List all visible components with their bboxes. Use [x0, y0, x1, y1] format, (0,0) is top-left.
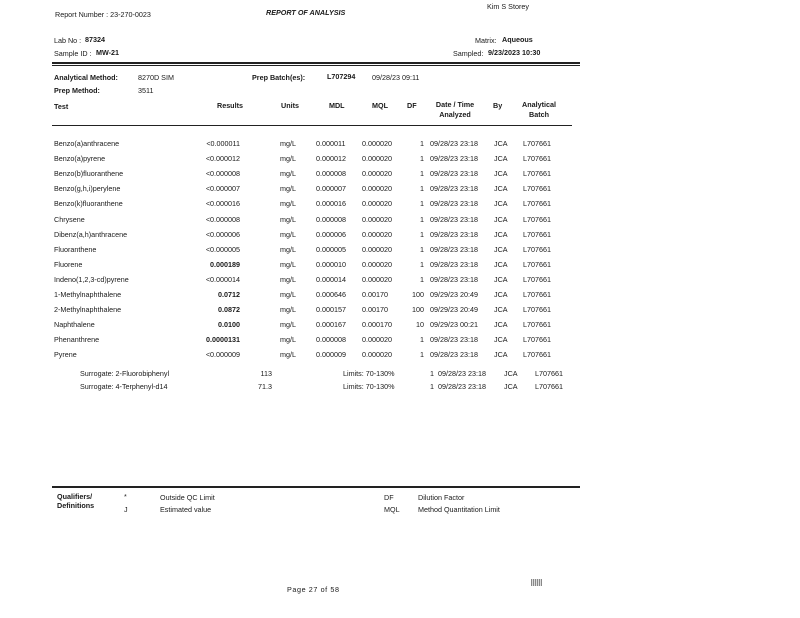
units: mg/L — [280, 139, 296, 148]
dilution-factor: 1 — [420, 229, 424, 239]
units: mg/L — [280, 350, 296, 360]
mdl-value: 0.000008 — [316, 335, 346, 345]
result-value: <0.000005 — [205, 244, 240, 254]
table-row — [0, 184, 800, 199]
prep-batch-date: 09/28/23 09:11 — [372, 73, 420, 82]
analyzed-date: 09/28/23 23:18 — [430, 169, 478, 179]
test-name: Indeno(1,2,3-cd)pyrene — [54, 274, 129, 284]
mdl-value: 0.000016 — [316, 199, 346, 209]
analyst: JCA — [494, 259, 508, 269]
mql-value: 0.000020 — [362, 154, 392, 164]
dilution-factor: 1 — [420, 259, 424, 269]
test-name: Benzo(a)anthracene — [54, 139, 120, 148]
surrogate-recovery: 113 — [260, 369, 272, 378]
test-name: Benzo(g,h,i)perylene — [54, 184, 121, 194]
mdl-value: 0.000009 — [316, 350, 346, 360]
mql-value: 0.000020 — [362, 244, 392, 254]
analytical-batch: L707661 — [523, 320, 551, 330]
analytical-batch: L707661 — [523, 259, 551, 269]
analytical-batch: L707661 — [523, 229, 551, 239]
analyzed-date: 09/28/23 23:18 — [438, 369, 486, 378]
analytical-batch: L707661 — [535, 382, 563, 391]
qualifiers-heading-line2: Definitions — [57, 501, 95, 510]
units: mg/L — [280, 335, 296, 345]
mql-abbreviation: MQL — [384, 505, 400, 514]
test-name: Benzo(b)fluoranthene — [54, 169, 124, 179]
analytical-batch: L707661 — [535, 369, 563, 378]
analyzed-date: 09/29/23 20:49 — [430, 305, 478, 315]
dilution-factor: 1 — [420, 244, 424, 254]
test-name: Naphthalene — [54, 320, 95, 330]
report-title: REPORT OF ANALYSIS — [266, 8, 346, 17]
mdl-value: 0.000012 — [316, 154, 346, 164]
mdl-value: 0.000005 — [316, 244, 346, 254]
units: mg/L — [280, 305, 296, 315]
mql-value: 0.000020 — [362, 169, 392, 179]
table-header-divider — [52, 125, 572, 126]
test-name: 1-Methylnaphthalene — [54, 290, 122, 299]
units: mg/L — [280, 259, 296, 269]
analyst: JCA — [504, 369, 518, 378]
test-name: Fluorene — [54, 259, 83, 269]
result-value: <0.000012 — [205, 154, 240, 164]
dilution-factor: 100 — [412, 290, 424, 299]
analyst: JCA — [494, 154, 508, 164]
test-name: Benzo(k)fluoranthene — [54, 199, 123, 209]
mql-value: 0.000020 — [362, 199, 392, 209]
analyst: JCA — [494, 244, 508, 254]
matrix-value: Aqueous — [502, 35, 533, 44]
analyst: JCA — [494, 199, 508, 209]
analyzed-date: 09/28/23 23:18 — [430, 214, 478, 224]
mql-value: 0.000020 — [362, 274, 392, 284]
units: mg/L — [280, 320, 296, 330]
table-row — [0, 320, 800, 335]
result-value: <0.000009 — [205, 350, 240, 360]
mql-value: 0.000020 — [362, 139, 392, 148]
mdl-value: 0.000646 — [316, 290, 346, 299]
analytical-method-value: 8270D SIM — [138, 73, 174, 82]
surrogate-name: Surrogate: 2-Fluorobiphenyl — [80, 369, 170, 378]
col-units: Units — [281, 101, 299, 110]
result-value: <0.000014 — [205, 274, 240, 284]
prep-method-label: Prep Method: — [54, 86, 100, 95]
test-name: Dibenz(a,h)anthracene — [54, 229, 128, 239]
table-row — [0, 335, 800, 350]
test-name: Phenanthrene — [54, 335, 100, 345]
analyzed-date: 09/29/23 00:21 — [430, 320, 478, 330]
analyzed-date: 09/28/23 23:18 — [430, 184, 478, 194]
units: mg/L — [280, 244, 296, 254]
col-df: DF — [407, 101, 417, 110]
analytical-batch: L707661 — [523, 184, 551, 194]
analyst: JCA — [494, 169, 508, 179]
analyst: JCA — [494, 184, 508, 194]
analyst: JCA — [494, 320, 508, 330]
surrogate-limits: Limits: 70-130% — [343, 382, 395, 391]
dilution-factor: 10 — [416, 320, 424, 330]
dilution-factor: 1 — [420, 350, 424, 360]
result-value: 0.0712 — [218, 290, 240, 299]
units: mg/L — [280, 199, 296, 209]
analytical-batch: L707661 — [523, 199, 551, 209]
table-row — [0, 260, 800, 275]
col-batch-line1: Analytical — [522, 100, 556, 109]
analyst: JCA — [494, 350, 508, 360]
analyst: JCA — [494, 229, 508, 239]
df-abbreviation: DF — [384, 493, 394, 502]
units: mg/L — [280, 229, 296, 239]
result-value: 0.0872 — [218, 305, 240, 315]
header-divider — [52, 62, 580, 64]
report-number: Report Number : 23-270-0023 — [55, 10, 151, 19]
header-divider-thin — [52, 65, 580, 66]
analyzed-date: 09/28/23 23:18 — [430, 199, 478, 209]
mql-definition: Method Quantitation Limit — [418, 505, 500, 514]
result-value: 0.0100 — [218, 320, 240, 330]
result-value: <0.000011 — [206, 139, 240, 148]
page-number: Page 27 of 58 — [287, 585, 340, 594]
dilution-factor: 1 — [420, 199, 424, 209]
analyzed-date: 09/28/23 23:18 — [438, 382, 486, 391]
mql-value: 0.000020 — [362, 259, 392, 269]
dilution-factor: 1 — [420, 139, 424, 148]
analytical-batch: L707661 — [523, 244, 551, 254]
units: mg/L — [280, 274, 296, 284]
sample-id-value: MW-21 — [96, 48, 120, 57]
analytical-batch: L707661 — [523, 139, 551, 148]
mql-value: 0.00170 — [362, 290, 388, 299]
dilution-factor: 1 — [430, 369, 434, 378]
mdl-value: 0.000011 — [316, 139, 346, 148]
mql-value: 0.000020 — [362, 184, 392, 194]
table-row — [0, 154, 800, 169]
col-date-line1: Date / Time — [435, 100, 475, 109]
analyzed-date: 09/29/23 20:49 — [430, 290, 478, 299]
analyzed-date: 09/28/23 23:18 — [430, 350, 478, 360]
table-row — [0, 290, 800, 305]
mql-value: 0.000020 — [362, 350, 392, 360]
analytical-method-label: Analytical Method: — [54, 73, 118, 82]
sample-id-label: Sample ID : — [54, 49, 92, 58]
result-value: 0.0000131 — [206, 335, 240, 345]
mql-value: 0.000170 — [362, 320, 392, 330]
footer-divider — [52, 486, 580, 488]
dilution-factor: 1 — [430, 382, 434, 391]
result-value: <0.000008 — [205, 169, 240, 179]
analyst: JCA — [504, 382, 518, 391]
sampled-value: 9/23/2023 10:30 — [488, 48, 541, 57]
units: mg/L — [280, 290, 296, 299]
prep-method-value: 3511 — [138, 86, 154, 95]
table-row — [0, 199, 800, 214]
analytical-batch: L707661 — [523, 290, 551, 299]
col-results: Results — [217, 101, 243, 110]
table-row — [0, 245, 800, 260]
analyst: JCA — [494, 305, 508, 315]
mql-value: 0.000020 — [362, 229, 392, 239]
table-row — [0, 275, 800, 290]
col-test: Test — [54, 102, 69, 111]
sampled-label: Sampled: — [453, 49, 484, 58]
prep-batch-label: Prep Batch(es): — [252, 73, 306, 82]
result-value: <0.000006 — [205, 229, 240, 239]
mdl-value: 0.000157 — [316, 305, 346, 315]
mql-value: 0.000020 — [362, 214, 392, 224]
signature-name: Kim S Storey — [487, 2, 529, 11]
analytical-batch: L707661 — [523, 169, 551, 179]
mdl-value: 0.000014 — [316, 274, 346, 284]
test-name: Benzo(a)pyrene — [54, 154, 106, 164]
analyzed-date: 09/28/23 23:18 — [430, 244, 478, 254]
analytical-batch: L707661 — [523, 335, 551, 345]
units: mg/L — [280, 154, 296, 164]
analyzed-date: 09/28/23 23:18 — [430, 335, 478, 345]
dilution-factor: 1 — [420, 154, 424, 164]
table-row — [0, 305, 800, 320]
qualifier-symbol-outside: * — [124, 492, 127, 501]
analyst: JCA — [494, 214, 508, 224]
table-row — [0, 139, 800, 154]
lab-no-value: 87324 — [85, 35, 105, 44]
surrogate-row — [0, 382, 800, 397]
analytical-batch: L707661 — [523, 214, 551, 224]
df-definition: Dilution Factor — [418, 493, 465, 502]
surrogate-limits: Limits: 70-130% — [343, 369, 395, 378]
mql-value: 0.00170 — [362, 305, 388, 315]
units: mg/L — [280, 169, 296, 179]
result-value: 0.000189 — [210, 259, 240, 269]
dilution-factor: 1 — [420, 214, 424, 224]
analyst: JCA — [494, 290, 508, 299]
surrogate-name: Surrogate: 4-Terphenyl-d14 — [80, 382, 168, 391]
mdl-value: 0.000167 — [316, 320, 346, 330]
analyst: JCA — [494, 335, 508, 345]
analytical-batch: L707661 — [523, 305, 551, 315]
analyzed-date: 09/28/23 23:18 — [430, 274, 478, 284]
analytical-batch: L707661 — [523, 274, 551, 284]
dilution-factor: 1 — [420, 335, 424, 345]
matrix-label: Matrix: — [475, 36, 497, 45]
scan-artifact — [531, 579, 542, 586]
table-row — [0, 230, 800, 245]
analytical-batch: L707661 — [523, 154, 551, 164]
table-row — [0, 215, 800, 230]
dilution-factor: 1 — [420, 184, 424, 194]
table-row — [0, 350, 800, 365]
mql-value: 0.000020 — [362, 335, 392, 345]
mdl-value: 0.000006 — [316, 229, 346, 239]
dilution-factor: 1 — [420, 274, 424, 284]
analyst: JCA — [494, 139, 508, 148]
qualifier-symbol-estimated: J — [124, 505, 128, 514]
qualifiers-heading-line1: Qualifiers/ — [57, 492, 93, 501]
test-name: Chrysene — [54, 214, 85, 224]
analyzed-date: 09/28/23 23:18 — [430, 154, 478, 164]
lab-no-label: Lab No : — [54, 36, 82, 45]
analyst: JCA — [494, 274, 508, 284]
test-name: Fluoranthene — [54, 244, 97, 254]
mdl-value: 0.000008 — [316, 169, 346, 179]
result-value: <0.000016 — [205, 199, 240, 209]
result-value: <0.000007 — [205, 184, 240, 194]
col-mql: MQL — [372, 101, 388, 110]
dilution-factor: 100 — [412, 305, 424, 315]
analyzed-date: 09/28/23 23:18 — [430, 259, 478, 269]
mdl-value: 0.000010 — [316, 259, 346, 269]
col-by: By — [493, 101, 503, 110]
col-batch-line2: Batch — [529, 110, 549, 119]
prep-batch-value: L707294 — [327, 72, 356, 81]
units: mg/L — [280, 214, 296, 224]
col-date-line2: Analyzed — [439, 110, 471, 119]
surrogate-recovery: 71.3 — [258, 382, 272, 391]
analytical-batch: L707661 — [523, 350, 551, 360]
col-mdl: MDL — [329, 101, 345, 110]
test-name: Pyrene — [54, 350, 77, 360]
result-value: <0.000008 — [205, 214, 240, 224]
analyzed-date: 09/28/23 23:18 — [430, 139, 478, 148]
mdl-value: 0.000008 — [316, 214, 346, 224]
analyzed-date: 09/28/23 23:18 — [430, 229, 478, 239]
mdl-value: 0.000007 — [316, 184, 346, 194]
dilution-factor: 1 — [420, 169, 424, 179]
test-name: 2-Methylnaphthalene — [54, 305, 122, 315]
table-row — [0, 169, 800, 184]
units: mg/L — [280, 184, 296, 194]
qualifier-text-outside: Outside QC Limit — [160, 493, 215, 502]
qualifier-text-estimated: Estimated value — [160, 505, 212, 514]
